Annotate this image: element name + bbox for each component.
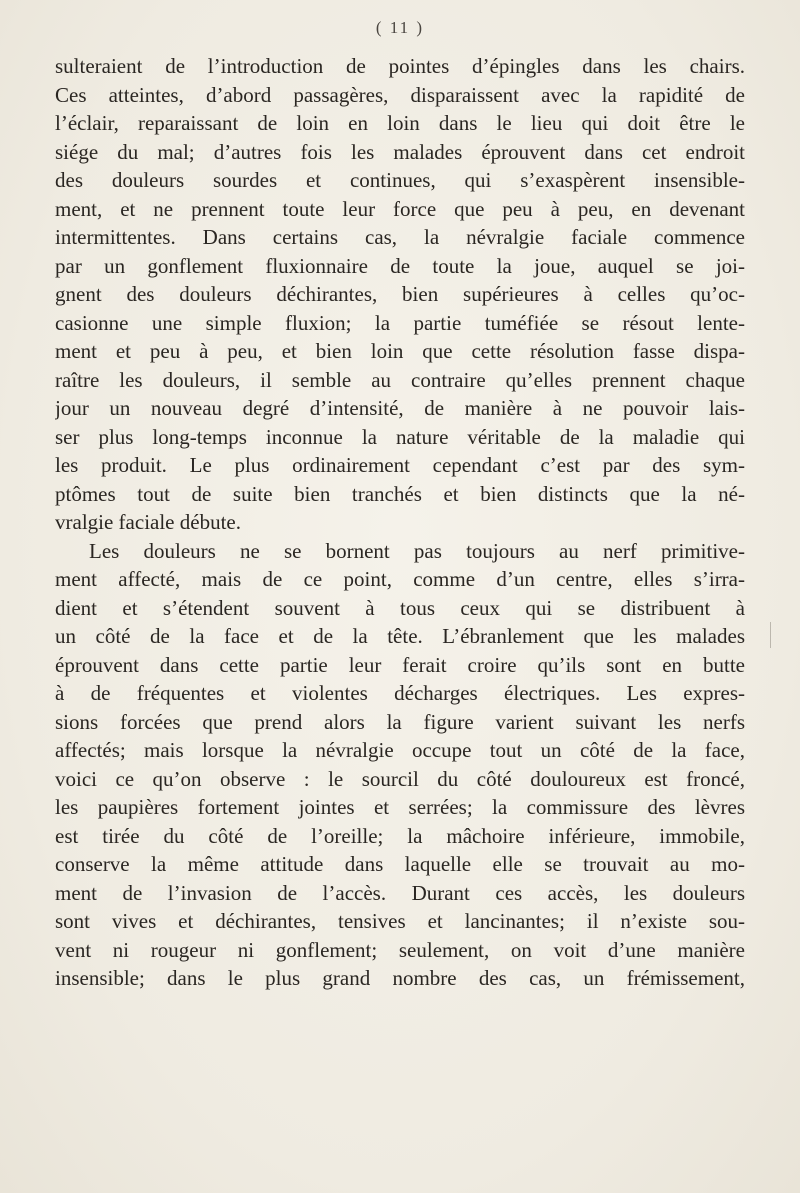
text-line: jour un nouveau degré d’intensité, de manière à ne pouvoir lais-	[55, 396, 745, 420]
text-line: Ces atteintes, d’abord passagères, disparaissent avec la rapidité de	[55, 82, 745, 107]
text-line: ptômes tout de suite bien tranchés et bien distincts que la né-	[55, 481, 745, 506]
text-line: siége du mal; d’autres fois les malades éprouvent dans cet endroit	[55, 139, 745, 164]
text-line: à de fréquentes et violentes décharges électriques. Les expres-	[55, 681, 745, 705]
text-line: sont vives et déchirantes, tensives et lancinantes; il n’existe sou-	[55, 909, 745, 933]
text-line: voici ce qu’on observe : le sourcil du côté douloureux est froncé,	[55, 766, 745, 791]
text-line: ser plus long-temps inconnue la nature véritable de la maladie qui	[55, 424, 745, 449]
text-line: sulteraient de l’introduction de pointes d’épingles dans les chairs.	[55, 54, 745, 78]
paragraph-end-line: vralgie faciale débute.	[55, 510, 241, 534]
text-line: raître les douleurs, il semble au contraire qu’elles prennent chaque	[55, 367, 745, 392]
text-line: gnent des douleurs déchirantes, bien supérieures à celles qu’oc-	[55, 282, 745, 306]
margin-mark	[770, 622, 771, 648]
text-line: un côté de la face et de la tête. L’ébranlement que les malades	[55, 624, 745, 648]
text-line: ment et peu à peu, et bien loin que cette résolution fasse dispa-	[55, 339, 745, 363]
text-line: ment, et ne prennent toute leur force que peu à peu, en devenant	[55, 196, 745, 221]
text-line: casionne une simple fluxion; la partie tuméfiée se résout lente-	[55, 310, 745, 335]
text-line: sions forcées que prend alors la figure varient suivant les nerfs	[55, 709, 745, 734]
text-line: l’éclair, reparaissant de loin en loin dans le lieu qui doit être le	[55, 111, 745, 135]
text-line: dient et s’étendent souvent à tous ceux qui se distribuent à	[55, 595, 745, 620]
text-line: vent ni rougeur ni gonflement; seulement, on voit d’une manière	[55, 937, 745, 962]
text-line: ment de l’invasion de l’accès. Durant ces accès, les douleurs	[55, 880, 745, 905]
text-line: affectés; mais lorsque la névralgie occupe tout un côté de la face,	[55, 738, 745, 762]
text-line: est tirée du côté de l’oreille; la mâchoire inférieure, immobile,	[55, 823, 745, 848]
text-line: éprouvent dans cette partie leur ferait croire qu’ils sont en butte	[55, 652, 745, 677]
text-line: les produit. Le plus ordinairement cependant c’est par des sym-	[55, 453, 745, 477]
text-line: les paupières fortement jointes et serrées; la commissure des lèvres	[55, 795, 745, 819]
text-line: des douleurs sourdes et continues, qui s’exaspèrent insensible-	[55, 168, 745, 192]
text-line: ment affecté, mais de ce point, comme d’un centre, elles s’irra-	[55, 567, 745, 591]
body-text	[55, 52, 745, 993]
paragraph-start-line: Les douleurs ne se bornent pas toujours au nerf primitive-	[89, 538, 745, 563]
text-line: intermittentes. Dans certains cas, la névralgie faciale commence	[55, 225, 745, 249]
page-number: ( 11 )	[375, 18, 425, 37]
text-line: par un gonflement fluxionnaire de toute la joue, auquel se joi-	[55, 253, 745, 278]
text-line: conserve la même attitude dans laquelle elle se trouvait au mo-	[55, 852, 745, 876]
text-line: insensible; dans le plus grand nombre des cas, un frémissement,	[55, 966, 745, 990]
